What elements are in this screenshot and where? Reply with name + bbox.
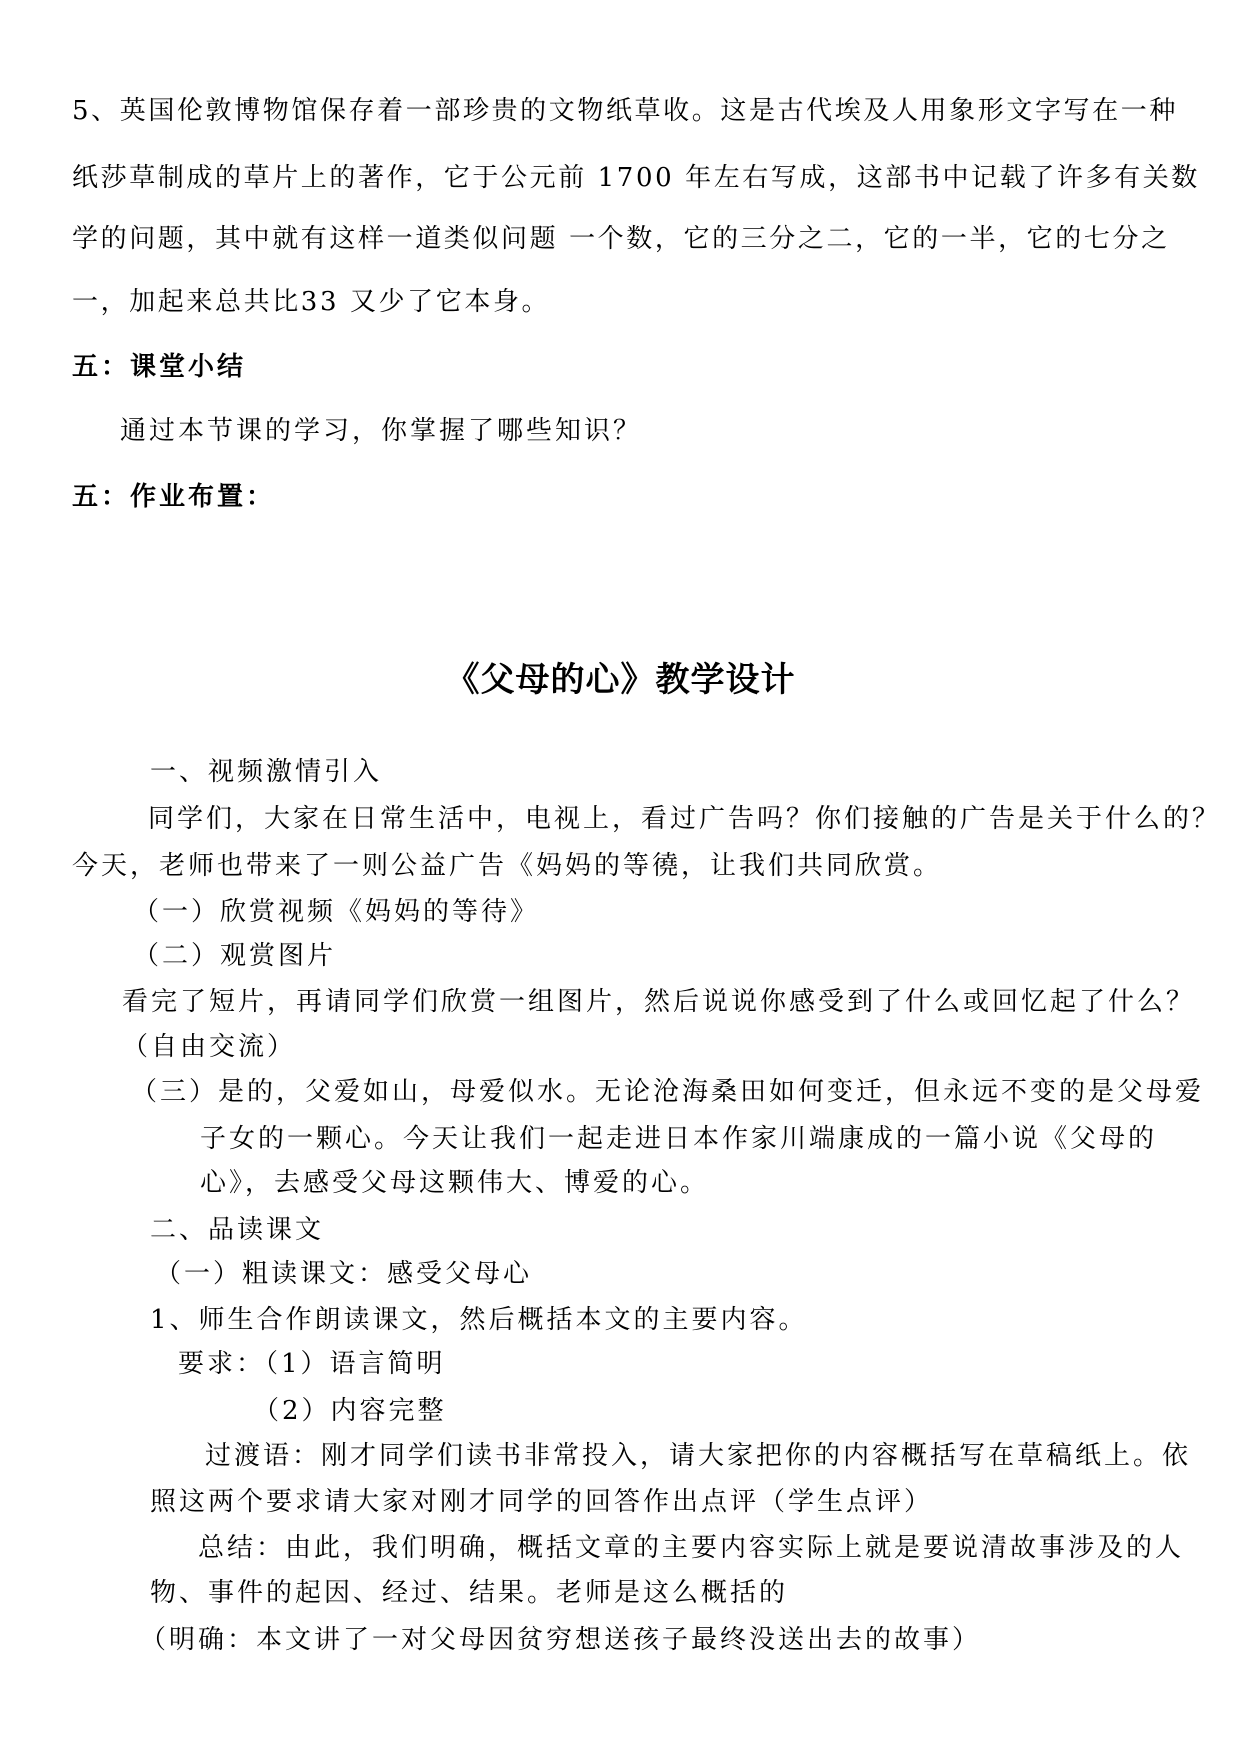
problem-5-line: 学的问题，其中就有这样一道类似问题 一个数，它的三分之二，它的一半，它的七分之 bbox=[72, 224, 1170, 254]
section-summary-heading: 五：课堂小结 bbox=[72, 352, 247, 382]
part2-heading: 二、品读课文 bbox=[150, 1215, 325, 1245]
intro-line: 同学们，大家在日常生活中，电视上，看过广告吗？你们接触的广告是关于什么的？ bbox=[148, 804, 1222, 834]
part1-heading: 一、视频激情引入 bbox=[150, 757, 383, 787]
step2-line: （自由交流） bbox=[122, 1032, 297, 1062]
intro-line: 今天，老师也带来了一则公益广告《妈妈的等徺，让我们共同欣赏。 bbox=[72, 851, 943, 881]
summary-line: 物、事件的起因、经过、结果。老师是这么概括的 bbox=[150, 1578, 789, 1608]
step1-text: （一）欣赏视频《妈妈的等待》 bbox=[133, 897, 540, 927]
step2-text: （二）观赏图片 bbox=[133, 941, 337, 971]
task1-text: 1、师生合作朗读课文，然后概括本文的主要内容。 bbox=[150, 1305, 808, 1335]
requirement-line: 要求：（1）语言简明 bbox=[178, 1349, 446, 1379]
transition-line: 过渡语：刚才同学们读书非常投入，请大家把你的内容概括写在草稿纸上。依 bbox=[205, 1441, 1192, 1471]
problem-5-line: 一，加起来总共比33 又少了它本身。 bbox=[72, 287, 551, 317]
problem-5-line: 5、英国伦敦博物馆保存着一部珍贵的文物纸草收。这是古代埃及人用象形文字写在一种 bbox=[72, 96, 1178, 126]
sub1-heading: （一）粗读课文：感受父母心 bbox=[155, 1259, 533, 1289]
step3-line: 心》，去感受父母这颗伟大、博爱的心。 bbox=[200, 1168, 710, 1198]
step2-line: 看完了短片，再请同学们欣赏一组图片，然后说说你感受到了什么或回忆起了什么？ bbox=[122, 987, 1196, 1017]
clarification-text: （明确：本文讲了一对父母因贫穷想送孩子最终没送出去的故事） bbox=[140, 1625, 982, 1655]
section-summary-text: 通过本节课的学习，你掌握了哪些知识？ bbox=[120, 416, 643, 446]
summary-line: 总结：由此，我们明确，概括文章的主要内容实际上就是要说清故事涉及的人 bbox=[198, 1533, 1185, 1563]
problem-5-line: 纸莎草制成的草片上的著作，它于公元前 1700 年左右写成，这部书中记载了许多有关数 bbox=[72, 163, 1200, 193]
requirement-line: （2）内容完整 bbox=[253, 1396, 447, 1426]
step3-line: 子女的一颗心。今天让我们一起走进日本作家川端康成的一篇小说《父母的 bbox=[200, 1124, 1158, 1154]
step3-line: （三）是的，父爱如山，母爱似水。无论沧海桑田如何变迁，但永远不变的是父母爱 bbox=[131, 1077, 1205, 1107]
transition-line: 照这两个要求请大家对刚才同学的回答作出点评（学生点评） bbox=[150, 1487, 934, 1517]
lesson-title: 《父母的心》教学设计 bbox=[445, 660, 796, 700]
section-homework-heading: 五：作业布置： bbox=[72, 482, 276, 512]
